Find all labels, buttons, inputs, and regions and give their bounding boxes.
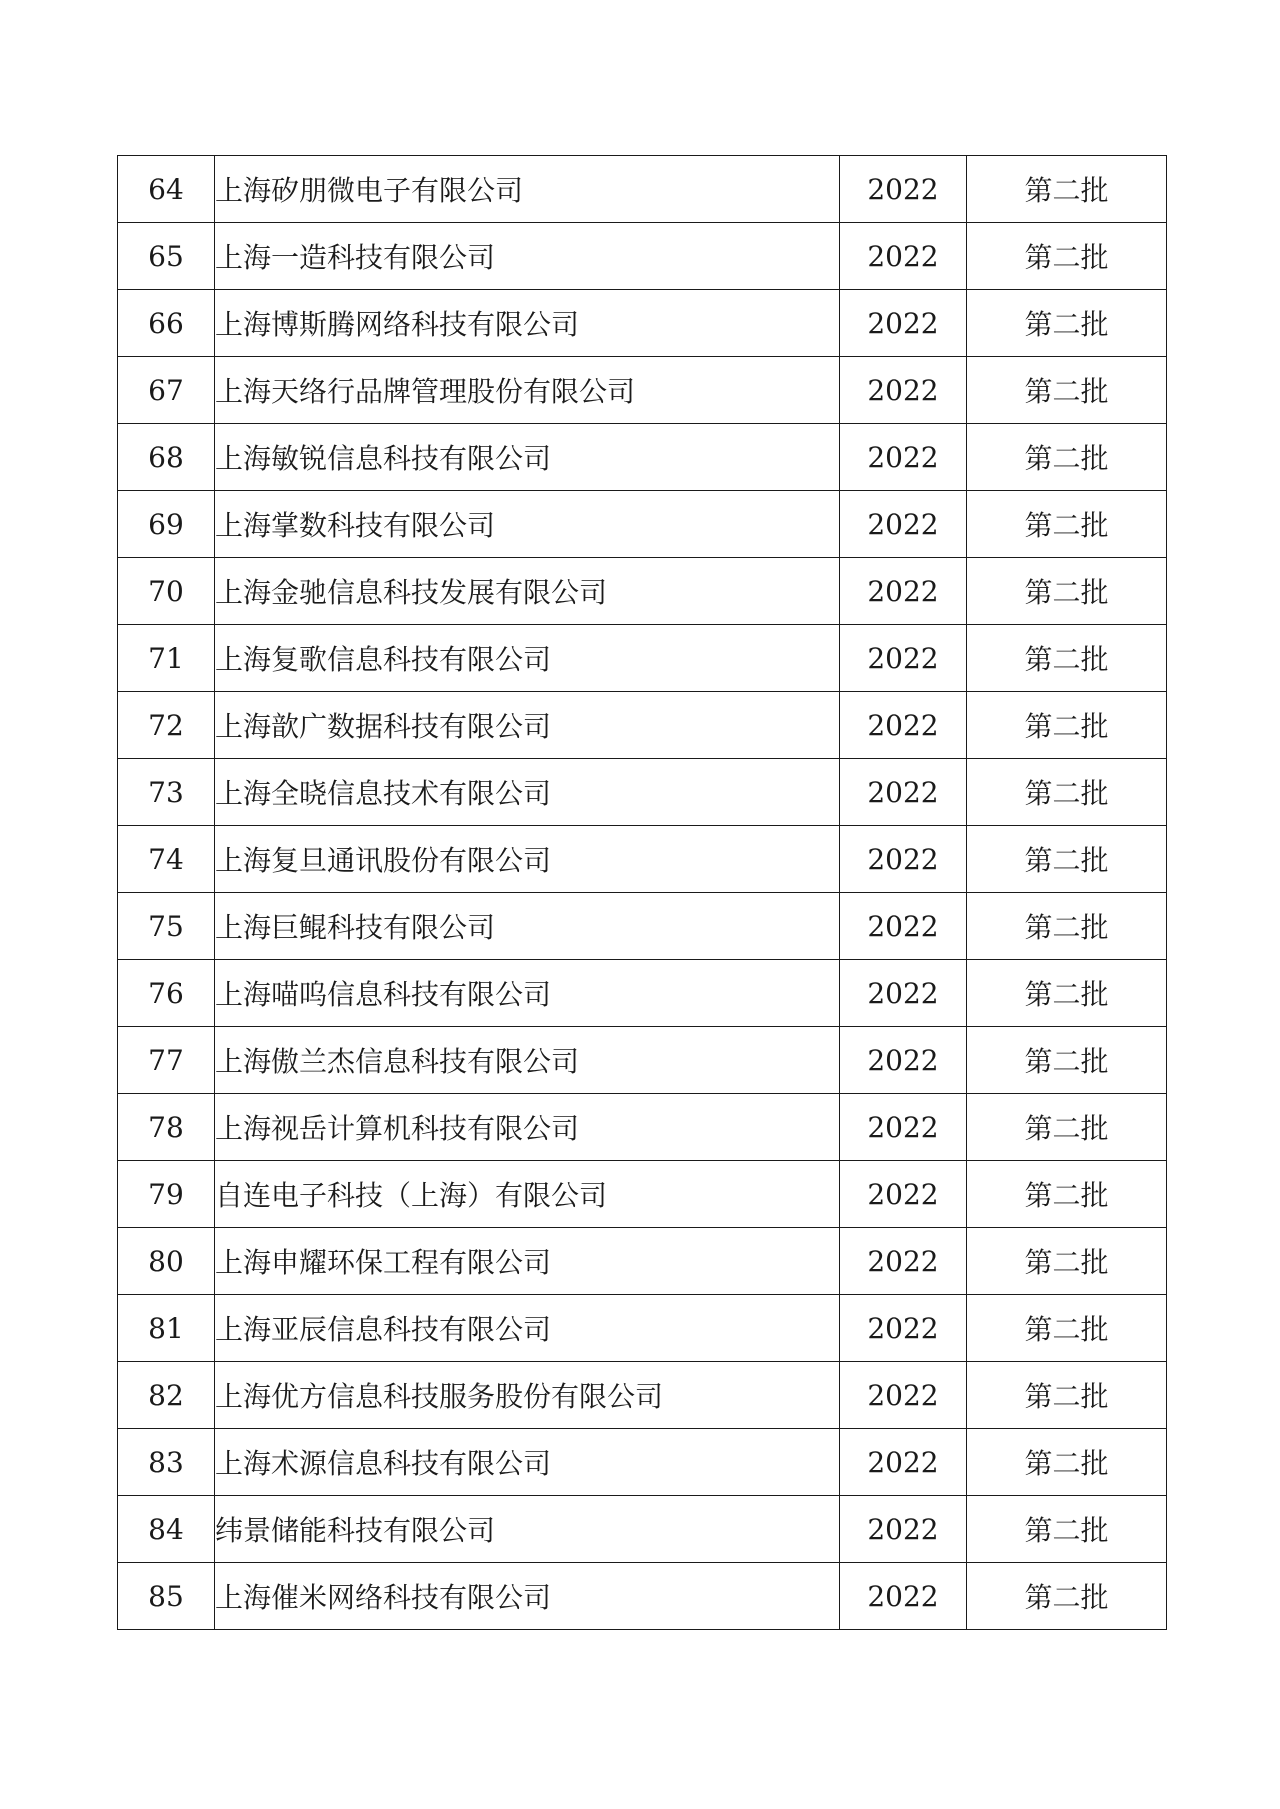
row-number-cell: 75 [118, 893, 215, 960]
table-row [118, 1094, 1167, 1161]
company-name-cell: 上海优方信息科技服务股份有限公司 [215, 1362, 840, 1429]
batch-cell: 第二批 [967, 1563, 1167, 1630]
row-number-cell: 79 [118, 1161, 215, 1228]
year-cell: 2022 [840, 223, 967, 290]
company-name-cell: 上海傲兰杰信息科技有限公司 [215, 1027, 840, 1094]
batch-cell: 第二批 [967, 290, 1167, 357]
company-table [117, 155, 1167, 1630]
company-name-cell: 上海博斯腾网络科技有限公司 [215, 290, 840, 357]
year-cell: 2022 [840, 1161, 967, 1228]
batch-cell: 第二批 [967, 1094, 1167, 1161]
row-number-cell: 64 [118, 156, 215, 223]
batch-cell: 第二批 [967, 1027, 1167, 1094]
batch-cell: 第二批 [967, 491, 1167, 558]
row-number-cell: 67 [118, 357, 215, 424]
table-row [118, 1161, 1167, 1228]
company-table-body [118, 156, 1167, 1630]
row-number-cell: 83 [118, 1429, 215, 1496]
year-cell: 2022 [840, 960, 967, 1027]
company-name-cell: 上海视岳计算机科技有限公司 [215, 1094, 840, 1161]
row-number-cell: 66 [118, 290, 215, 357]
row-number-cell: 76 [118, 960, 215, 1027]
table-row [118, 290, 1167, 357]
table-row [118, 826, 1167, 893]
row-number-cell: 80 [118, 1228, 215, 1295]
table-row [118, 692, 1167, 759]
year-cell: 2022 [840, 558, 967, 625]
table-row [118, 491, 1167, 558]
table-row [118, 156, 1167, 223]
company-name-cell: 上海亚辰信息科技有限公司 [215, 1295, 840, 1362]
company-name-cell: 上海天络行品牌管理股份有限公司 [215, 357, 840, 424]
batch-cell: 第二批 [967, 759, 1167, 826]
row-number-cell: 73 [118, 759, 215, 826]
row-number-cell: 65 [118, 223, 215, 290]
batch-cell: 第二批 [967, 1362, 1167, 1429]
company-name-cell: 上海催米网络科技有限公司 [215, 1563, 840, 1630]
year-cell: 2022 [840, 759, 967, 826]
table-row [118, 1563, 1167, 1630]
company-name-cell: 上海申耀环保工程有限公司 [215, 1228, 840, 1295]
table-row [118, 1228, 1167, 1295]
batch-cell: 第二批 [967, 893, 1167, 960]
year-cell: 2022 [840, 1228, 967, 1295]
table-row [118, 1429, 1167, 1496]
year-cell: 2022 [840, 1496, 967, 1563]
year-cell: 2022 [840, 826, 967, 893]
company-name-cell: 上海敏锐信息科技有限公司 [215, 424, 840, 491]
year-cell: 2022 [840, 692, 967, 759]
year-cell: 2022 [840, 1094, 967, 1161]
batch-cell: 第二批 [967, 357, 1167, 424]
company-name-cell: 自连电子科技（上海）有限公司 [215, 1161, 840, 1228]
row-number-cell: 69 [118, 491, 215, 558]
batch-cell: 第二批 [967, 424, 1167, 491]
company-name-cell: 上海歆广数据科技有限公司 [215, 692, 840, 759]
table-row [118, 759, 1167, 826]
table-row [118, 223, 1167, 290]
year-cell: 2022 [840, 290, 967, 357]
company-name-cell: 上海金驰信息科技发展有限公司 [215, 558, 840, 625]
row-number-cell: 71 [118, 625, 215, 692]
batch-cell: 第二批 [967, 156, 1167, 223]
batch-cell: 第二批 [967, 1228, 1167, 1295]
batch-cell: 第二批 [967, 1295, 1167, 1362]
year-cell: 2022 [840, 491, 967, 558]
year-cell: 2022 [840, 156, 967, 223]
batch-cell: 第二批 [967, 1429, 1167, 1496]
row-number-cell: 82 [118, 1362, 215, 1429]
batch-cell: 第二批 [967, 625, 1167, 692]
batch-cell: 第二批 [967, 960, 1167, 1027]
year-cell: 2022 [840, 1362, 967, 1429]
batch-cell: 第二批 [967, 223, 1167, 290]
company-name-cell: 上海矽朋微电子有限公司 [215, 156, 840, 223]
table-row [118, 960, 1167, 1027]
year-cell: 2022 [840, 625, 967, 692]
year-cell: 2022 [840, 357, 967, 424]
company-name-cell: 纬景储能科技有限公司 [215, 1496, 840, 1563]
row-number-cell: 84 [118, 1496, 215, 1563]
row-number-cell: 85 [118, 1563, 215, 1630]
company-name-cell: 上海术源信息科技有限公司 [215, 1429, 840, 1496]
batch-cell: 第二批 [967, 1496, 1167, 1563]
company-name-cell: 上海复旦通讯股份有限公司 [215, 826, 840, 893]
table-row [118, 1496, 1167, 1563]
year-cell: 2022 [840, 1429, 967, 1496]
year-cell: 2022 [840, 1295, 967, 1362]
company-name-cell: 上海一造科技有限公司 [215, 223, 840, 290]
batch-cell: 第二批 [967, 692, 1167, 759]
row-number-cell: 77 [118, 1027, 215, 1094]
company-name-cell: 上海巨鲲科技有限公司 [215, 893, 840, 960]
company-name-cell: 上海喵呜信息科技有限公司 [215, 960, 840, 1027]
table-row [118, 357, 1167, 424]
table-row [118, 1362, 1167, 1429]
year-cell: 2022 [840, 1563, 967, 1630]
batch-cell: 第二批 [967, 826, 1167, 893]
table-row [118, 1295, 1167, 1362]
year-cell: 2022 [840, 1027, 967, 1094]
row-number-cell: 70 [118, 558, 215, 625]
table-row [118, 1027, 1167, 1094]
table-row [118, 558, 1167, 625]
company-name-cell: 上海全晓信息技术有限公司 [215, 759, 840, 826]
row-number-cell: 74 [118, 826, 215, 893]
year-cell: 2022 [840, 893, 967, 960]
table-row [118, 424, 1167, 491]
batch-cell: 第二批 [967, 1161, 1167, 1228]
row-number-cell: 72 [118, 692, 215, 759]
company-name-cell: 上海掌数科技有限公司 [215, 491, 840, 558]
table-row [118, 893, 1167, 960]
row-number-cell: 68 [118, 424, 215, 491]
row-number-cell: 81 [118, 1295, 215, 1362]
batch-cell: 第二批 [967, 558, 1167, 625]
company-name-cell: 上海复歌信息科技有限公司 [215, 625, 840, 692]
table-row [118, 625, 1167, 692]
year-cell: 2022 [840, 424, 967, 491]
row-number-cell: 78 [118, 1094, 215, 1161]
